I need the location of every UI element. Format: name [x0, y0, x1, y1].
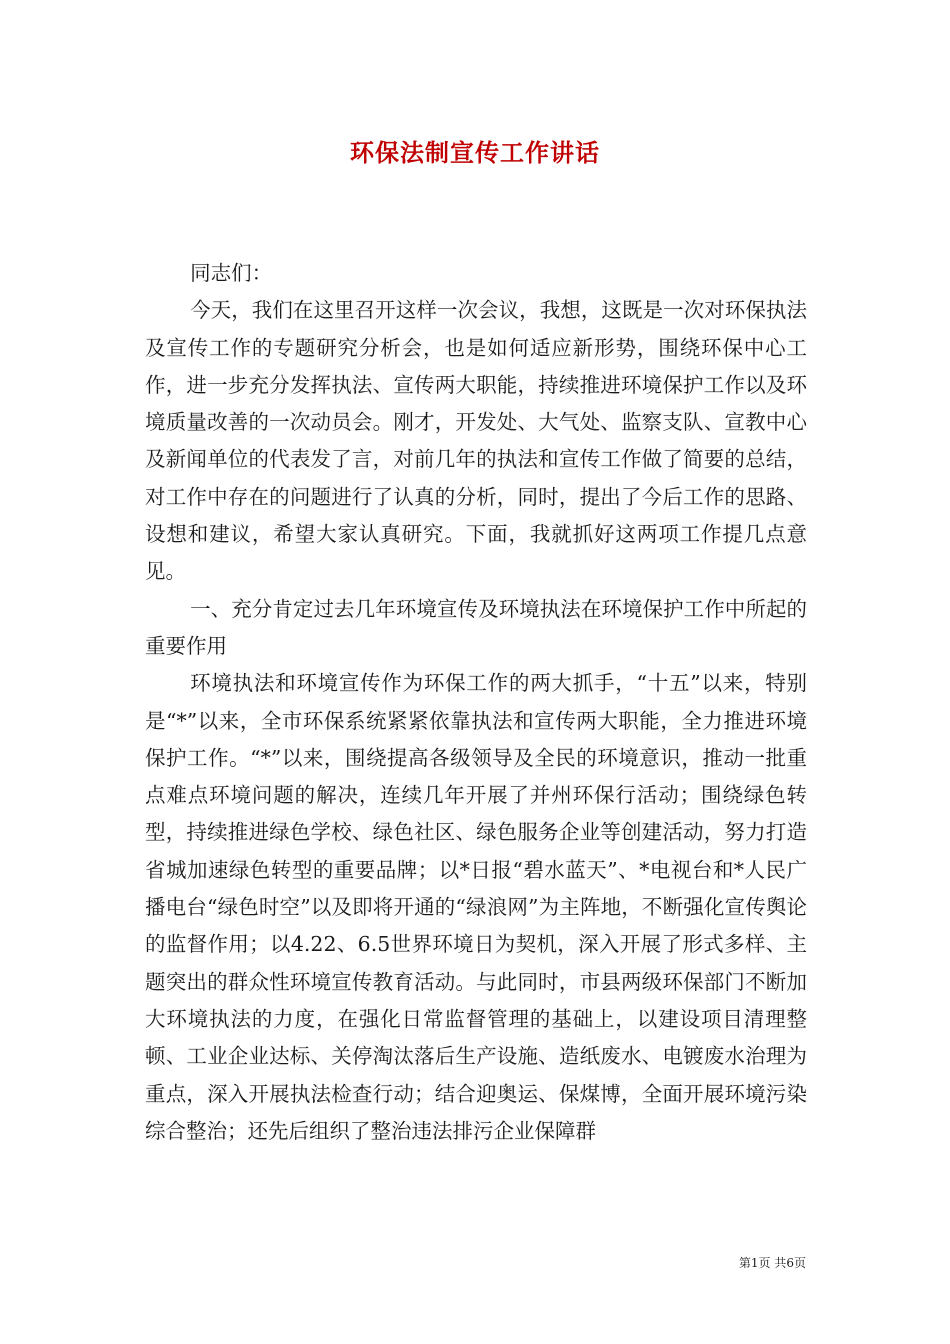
page-total: 6 — [786, 1256, 794, 1270]
page-suffix: 页 — [793, 1256, 806, 1270]
salutation: 同志们： — [190, 261, 273, 285]
page-middle: 页 共 — [758, 1256, 787, 1270]
section-heading-1: 一、充分肯定过去几年环境宣传及环境执法在环境保护工作中所起的重要作用 — [145, 596, 807, 658]
paragraph-section-1: 环境执法和环境宣传作为环保工作的两大抓手，“十五”以来，特别是“*”以来，全市环保系统紧紧依靠执法和宣传两大职能，全力推进环境保护工作。“*”以来，围绕提高各级领导及全民的环境意识，推动一批重点难点环境问题的解决，连续几年开展了并州环保行活动；围绕绿色转型，持续推进绿色学校、绿色社区、绿色服务企业等创建活动，努力打造省城加速绿色转型的重要品牌；以*日报“碧水蓝天”、*电视台和*人民广播电台“绿色时空”以及即将开通的“绿浪网”为主阵地，不断强化宣传舆论的监督作用；以4.22、6.5世界环境日为契机，深入开展了形式多样、主题突出的群众性环境宣传教育活动。与此同时，市县两级环保部门不断加大环境执法的力度，在强化日常监督管理的基础上，以建设项目清理整顿、工业企业达标、关停淘汰落后生产设施、造纸废水、电镀废水治理为重点，深入开展执法检查行动；结合迎奥运、保煤博，全面开展环境污染综合整治；还先后组织了整治违法排污企业保障群 — [145, 671, 807, 1143]
paragraph-opening: 今天，我们在这里召开这样一次会议，我想，这既是一次对环保执法及宣传工作的专题研究分析会，也是如何适应新形势，围绕环保中心工作，进一步充分发挥执法、宣传两大职能，持续推进环境保护工作以及环境质量改善的一次动员会。刚才，开发处、大气处、监察支队、宣教中心及新闻单位的代表发了言，对前几年的执法和宣传工作做了简要的总结，对工作中存在的问题进行了认真的分析，同时，提出了今后工作的思路、设想和建议，希望大家认真研究。下面，我就抓好这两项工作提几点意见。 — [145, 298, 807, 584]
page-prefix: 第 — [738, 1256, 751, 1270]
page-number-footer — [739, 1254, 806, 1271]
document-body — [145, 255, 807, 1150]
document-title: 环保法制宣传工作讲话 — [350, 138, 600, 167]
page-current: 1 — [750, 1256, 759, 1270]
